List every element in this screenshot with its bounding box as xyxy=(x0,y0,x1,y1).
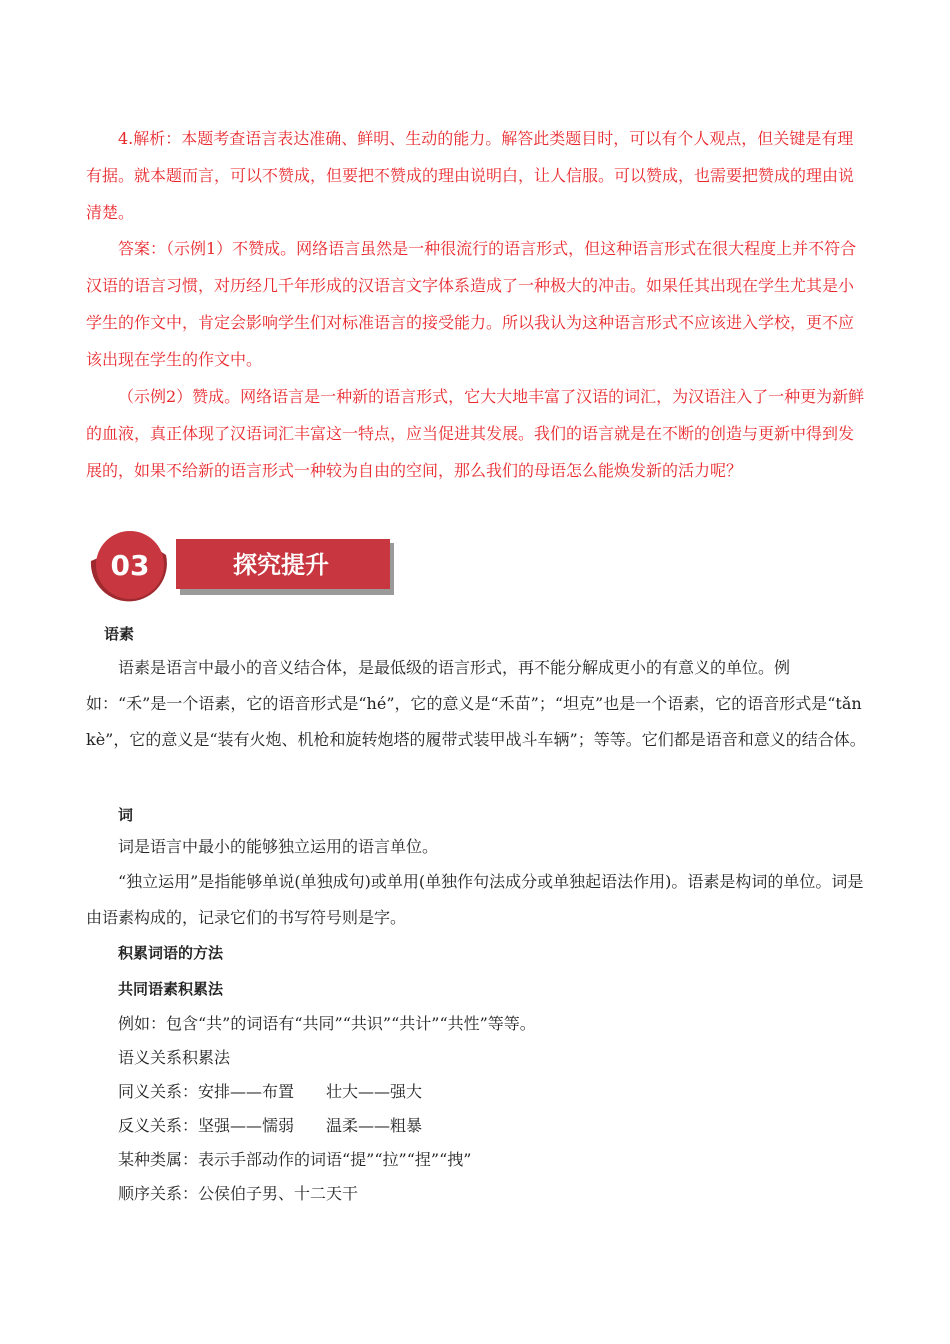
shared-morpheme-example: 例如：包含“共”的词语有“共同”“共识”“共计”“共性”等等。 xyxy=(118,1014,536,1033)
heading-word: 词 xyxy=(118,806,134,824)
heading-shared-morpheme-method: 共同语素积累法 xyxy=(118,980,224,998)
semantic-relation-method: 语义关系积累法 xyxy=(118,1048,231,1067)
morpheme-paragraph: 语素是语言中最小的音义结合体，是最低级的语言形式，再不能分解成更小的有意义的单位。例如：“禾”是一个语素，它的语音形式是“hé”，它的意义是“禾苗”；“坦克”也是一个语素，它的语音形式是“tǎn kè”，它的意义是“装有火炮、机枪和旋转炮塔的履带式装甲战斗车辆”；等等。它们都是语音和意义的结合体。 xyxy=(86,658,866,749)
heading-accumulation-methods: 积累词语的方法 xyxy=(118,944,224,962)
sequence-relation: 顺序关系：公侯伯子男、十二天干 xyxy=(118,1184,359,1203)
category-relation: 某种类属：表示手部动作的词语“提”“拉”“捏”“拽” xyxy=(118,1150,472,1169)
independent-use-paragraph: “独立运用”是指能够单说(单独成句)或单用(单独作句法成分或单独起语法作用)。语素是构词的单位。词是由语素构成的，记录它们的书写符号则是字。 xyxy=(86,872,864,927)
word-definition: 词是语言中最小的能够独立运用的语言单位。 xyxy=(118,837,439,856)
heading-morpheme: 语素 xyxy=(104,625,135,643)
antonym-relation: 反义关系：坚强——懦弱 温柔——粗暴 xyxy=(118,1116,423,1135)
answer-example-2-paragraph: （示例2）赞成。网络语言是一种新的语言形式，它大大地丰富了汉语的词汇，为汉语注入了一种更为新鲜的血液，真正体现了汉语词汇丰富这一特点，应当促进其发展。我们的语言就是在不断的创造与更新中得到发展的，如果不给新的语言形式一种较为自由的空间，那么我们的母语怎么能焕发新的活力呢？ xyxy=(86,387,865,480)
answer-analysis-paragraph: 4.解析：本题考查语言表达准确、鲜明、生动的能力。解答此类题目时，可以有个人观点，但关键是有理有据。就本题而言，可以不赞成，但要把不赞成的理由说明白，让人信服。可以赞成，也需要把赞成的理由说清楚。 xyxy=(86,129,855,222)
banner-title: 探究提升 xyxy=(233,551,329,579)
section-banner xyxy=(88,525,398,605)
answer-example-1-paragraph: 答案：（示例1）不赞成。网络语言虽然是一种很流行的语言形式，但这种语言形式在很大程度上并不符合汉语的语言习惯，对历经几千年形成的汉语言文字体系造成了一种极大的冲击。如果任其出现在学生尤其是小学生的作文中，肯定会影响学生们对标准语言的接受能力。所以我认为这种语言形式不应该进入学校，更不应该出现在学生的作文中。 xyxy=(86,239,857,369)
synonym-relation: 同义关系：安排——布置 壮大——强大 xyxy=(118,1082,423,1101)
banner-number: 03 xyxy=(110,549,150,582)
